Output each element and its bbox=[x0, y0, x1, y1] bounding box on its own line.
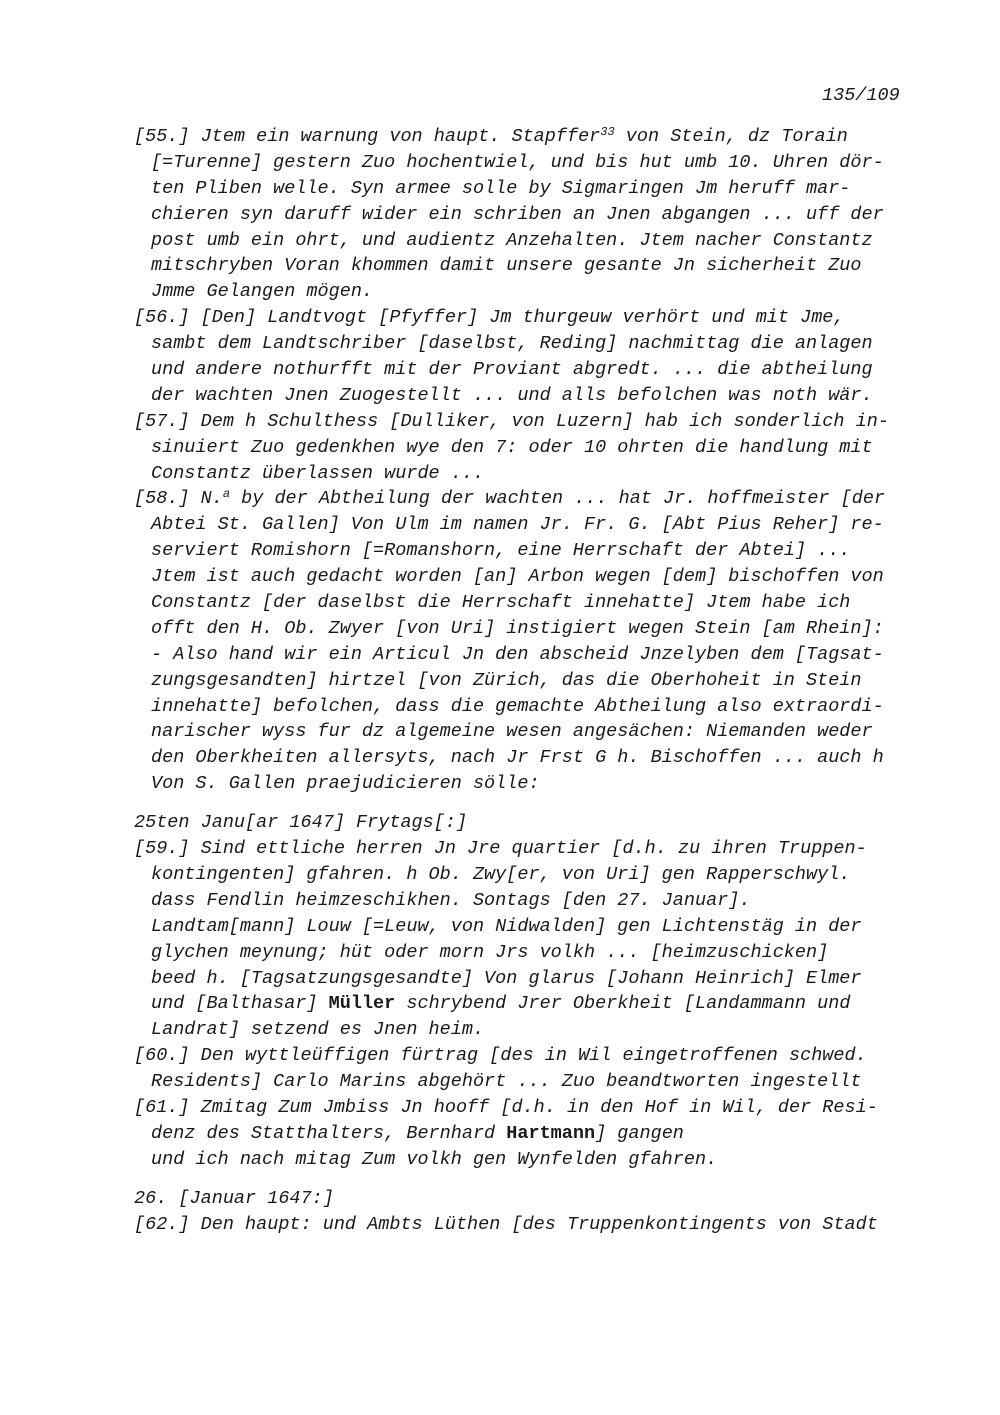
text-line bbox=[134, 357, 889, 383]
text-line bbox=[134, 564, 889, 590]
superscript-marker: a bbox=[222, 487, 231, 502]
text-segment: der wachten Jnen Zuogestellt ... und alls befolchen was noth wär. bbox=[151, 384, 873, 406]
text-segment: und [Balthasar] bbox=[151, 993, 329, 1015]
text-line bbox=[134, 1017, 889, 1043]
text-line bbox=[134, 538, 889, 564]
text-line bbox=[134, 694, 889, 720]
text-line bbox=[134, 176, 889, 202]
text-segment: [57.] Dem h Schulthess [Dulliker, von Luzern] hab ich sonderlich in- bbox=[134, 410, 889, 432]
text-segment: von Stein, dz Torain bbox=[614, 126, 848, 147]
text-line bbox=[134, 940, 889, 966]
text-segment: [=Turenne] gestern Zuo hochentwiel, und bis hut umb 10. Uhren dör- bbox=[151, 151, 884, 173]
text-segment: und ich nach mitag Zum volkh gen Wynfelden gfahren. bbox=[151, 1148, 718, 1170]
text-line bbox=[134, 771, 889, 797]
text-segment: Landrat] setzend es Jnen heim. bbox=[151, 1019, 485, 1041]
text-line bbox=[134, 150, 889, 176]
text-line bbox=[134, 331, 889, 357]
text-line bbox=[134, 1069, 889, 1095]
text-line bbox=[134, 1095, 889, 1121]
text-line bbox=[134, 512, 889, 538]
text-line bbox=[134, 1043, 889, 1069]
text-segment: [58.] N. bbox=[134, 488, 223, 510]
text-line bbox=[134, 668, 889, 694]
text-line bbox=[134, 228, 889, 254]
text-segment: ten Pliben welle. Syn armee solle by Sigmaringen Jm heruff mar- bbox=[151, 177, 851, 199]
superscript-marker: 33 bbox=[600, 125, 615, 139]
text-line bbox=[134, 1186, 889, 1212]
text-segment: Abtei St. Gallen] Von Ulm im namen Jr. Fr. G. [Abt Pius Reher] re- bbox=[151, 514, 884, 536]
text-line bbox=[134, 966, 889, 992]
text-line bbox=[134, 1147, 889, 1173]
text-segment: serviert Romishorn [=Romanshorn, eine Herrschaft der Abtei] ... bbox=[151, 540, 851, 562]
text-segment: [61.] Zmitag Zum Jmbiss Jn hooff [d.h. in den Hof in Wil, der Resi- bbox=[134, 1096, 878, 1118]
text-line bbox=[134, 202, 889, 228]
text-segment: schrybend Jrer Oberkheit [Landammann und bbox=[395, 993, 851, 1015]
text-segment: chieren syn daruff wider ein schriben an Jnen abgangen ... uff der bbox=[151, 203, 884, 225]
text-segment: offt den H. Ob. Zwyer [von Uri] instigiert wegen Stein [am Rhein]: bbox=[151, 617, 884, 639]
text-line bbox=[134, 383, 889, 409]
text-line bbox=[134, 461, 889, 487]
text-segment: 25ten Janu[ar 1647] Frytags[:] bbox=[134, 812, 468, 834]
text-line bbox=[134, 888, 889, 914]
bold-name: Müller bbox=[328, 993, 396, 1015]
text-segment: [55.] Jtem ein warnung von haupt. Stapffer bbox=[134, 126, 601, 147]
text-segment: Constantz [der daselbst die Herrschaft innehatte] Jtem habe ich bbox=[151, 592, 851, 614]
text-line bbox=[134, 409, 889, 435]
text-segment: sambt dem Landtschriber [daselbst, Reding] nachmittag die anlagen bbox=[151, 333, 873, 355]
text-segment: zungsgesandten] hirtzel [von Zürich, das die Oberhoheit in Stein bbox=[151, 669, 862, 691]
text-line bbox=[134, 616, 889, 642]
text-segment: denz des Statthalters, Bernhard bbox=[151, 1122, 507, 1144]
text-segment: by der Abtheilung der wachten ... hat Jr. hoffmeister [der bbox=[230, 488, 886, 510]
text-segment: narischer wyss fur dz algemeine wesen angesächen: Niemanden weder bbox=[151, 721, 873, 743]
text-line bbox=[134, 279, 889, 305]
text-line bbox=[134, 810, 889, 836]
text-body bbox=[134, 124, 889, 1237]
text-line bbox=[134, 836, 889, 862]
paragraph-spacer bbox=[134, 797, 889, 810]
text-segment: Constantz überlassen wurde ... bbox=[151, 462, 485, 484]
text-line bbox=[134, 914, 889, 940]
text-line bbox=[134, 1121, 889, 1147]
text-line bbox=[134, 642, 889, 668]
text-segment: 26. [Januar 1647:] bbox=[134, 1187, 334, 1209]
text-segment: post umb ein ohrt, und audientz Anzehalten. Jtem nacher Constantz bbox=[151, 229, 873, 251]
text-line bbox=[134, 253, 889, 279]
text-line bbox=[134, 745, 889, 771]
text-segment: Residents] Carlo Marins abgehört ... Zuo beandtworten ingestellt bbox=[151, 1071, 862, 1093]
text-line bbox=[134, 590, 889, 616]
text-segment: den Oberkheiten allersyts, nach Jr Frst G h. Bischoffen ... auch h bbox=[151, 747, 884, 769]
text-segment: dass Fendlin heimzeschikhen. Sontags [den 27. Januar]. bbox=[151, 889, 751, 911]
text-line bbox=[134, 435, 889, 461]
text-segment: und andere nothurfft mit der Proviant abgredt. ... die abtheilung bbox=[151, 359, 873, 381]
text-segment: [56.] [Den] Landtvogt [Pfyffer] Jm thurgeuw verhört und mit Jme, bbox=[134, 307, 845, 329]
text-segment: glychen meynung; hüt oder morn Jrs volkh ... [heimzuschicken] bbox=[151, 941, 829, 963]
text-segment: - Also hand wir ein Articul Jn den abscheid Jnzelyben dem [Tagsat- bbox=[151, 643, 884, 665]
text-line bbox=[134, 486, 889, 512]
text-line bbox=[134, 305, 889, 331]
bold-name: Hartmann bbox=[506, 1122, 596, 1144]
text-segment: mitschryben Voran khommen damit unsere gesante Jn sicherheit Zuo bbox=[151, 255, 862, 277]
text-segment: sinuiert Zuo gedenkhen wye den 7: oder 10 ohrten die handlung mit bbox=[151, 436, 873, 458]
text-line bbox=[134, 124, 889, 150]
text-segment: innehatte] befolchen, dass die gemachte Abtheilung also extraordi- bbox=[151, 695, 884, 717]
text-line bbox=[134, 1212, 889, 1238]
text-segment: kontingenten] gfahren. h Ob. Zwy[er, von Uri] gen Rapperschwyl. bbox=[151, 863, 851, 885]
page-number: 135/109 bbox=[822, 85, 900, 106]
text-line bbox=[134, 862, 889, 888]
text-segment: Von S. Gallen praejudicieren sölle: bbox=[151, 773, 540, 795]
text-line bbox=[134, 719, 889, 745]
text-segment: [59.] Sind ettliche herren Jn Jre quartier [d.h. zu ihren Truppen- bbox=[134, 838, 867, 860]
text-segment: ] gangen bbox=[595, 1122, 684, 1144]
text-segment: [62.] Den haupt: und Ambts Lüthen [des Truppenkontingents von Stadt bbox=[134, 1213, 878, 1235]
text-segment: Jtem ist auch gedacht worden [an] Arbon wegen [dem] bischoffen von bbox=[151, 566, 884, 588]
text-segment: Jmme Gelangen mögen. bbox=[151, 281, 374, 303]
text-segment: [60.] Den wyttleüffigen fürtrag [des in Wil eingetroffenen schwed. bbox=[134, 1045, 867, 1067]
paragraph-spacer bbox=[134, 1173, 889, 1186]
text-line bbox=[134, 991, 889, 1017]
text-segment: Landtam[mann] Louw [=Leuw, von Nidwalden] gen Lichtenstäg in der bbox=[151, 915, 862, 937]
text-segment: beed h. [Tagsatzungsgesandte] Von glarus [Johann Heinrich] Elmer bbox=[151, 967, 862, 989]
